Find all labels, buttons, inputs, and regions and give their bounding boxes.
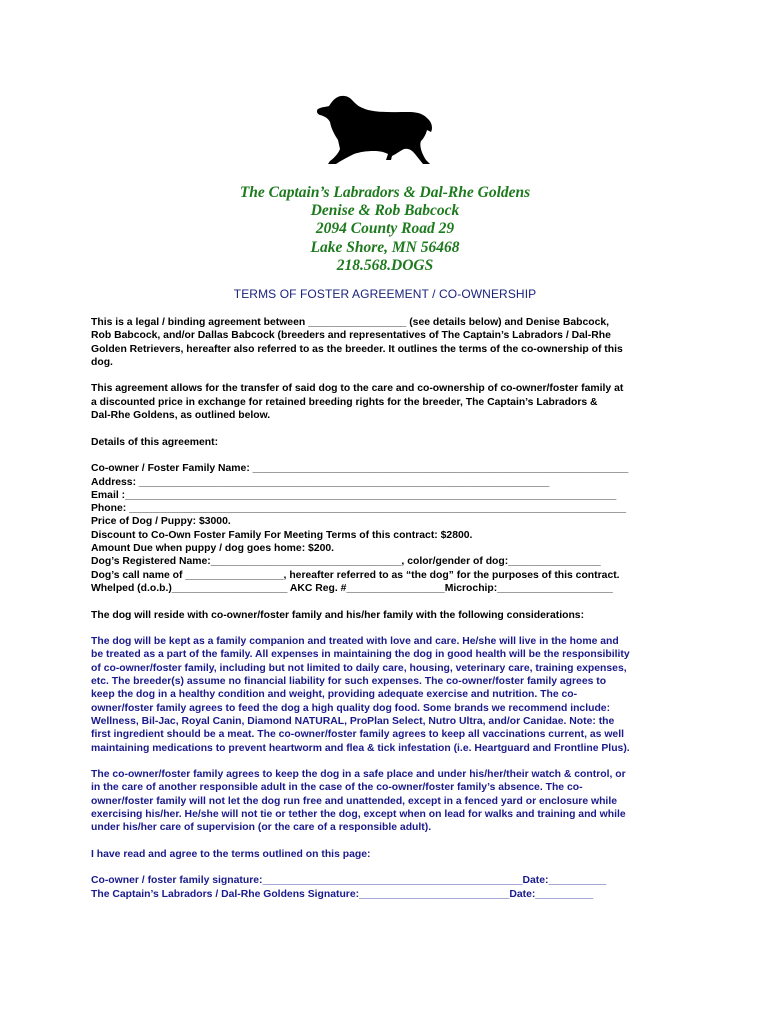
owner-names: Denise & Rob Babcock [310,202,460,220]
phone-field[interactable]: Phone: ______________________________________________________________________________________ [91,503,627,515]
text-line: The dog will be kept as a family companion and treated with love and care. He/she will live in the home and [91,636,619,648]
document-title: TERMS OF FOSTER AGREEMENT / CO-OWNERSHIP [233,287,537,301]
text-line: Golden Retrievers, hereafter also referred to as the breeder. It outlines the terms of the co-ownership of this [91,343,623,355]
text-line: Wellness, Bil-Jac, Royal Canin, Diamond NATURAL, ProPlan Select, Nutro Ultra, and/or Canidae. Note: the [91,715,615,727]
owner-name-field[interactable]: Co-owner / Foster Family Name: _________________________________________________________________ [91,463,629,475]
whelped-field[interactable]: Whelped (d.o.b.)____________________ AKC Reg. #_________________Microchip:____________________ [91,582,613,594]
text-line: under his/her care of supervision (or the care of a responsible adult). [91,822,432,834]
agreement-statement: I have read and agree to the terms outlined on this page: [91,848,371,860]
breeder-signature-field[interactable]: The Captain’s Labradors / Dal-Rhe Goldens Signature:__________________________Date:__________ [91,888,594,900]
details-heading: Details of this agreement: [91,436,219,448]
agreement-body [91,316,691,901]
amount-due-line: Amount Due when puppy / dog goes home: $200. [91,543,335,555]
price-line: Price of Dog / Puppy: $3000. [91,516,231,528]
labrador-dog-icon [316,94,434,166]
text-line: in the care of another responsible adult in the case of the co-owner/foster family’s absence. The co- [91,782,583,794]
transfer-paragraph [91,382,691,422]
text-line: Rob Babcock, and/or Dallas Babcock (breeders and representatives of The Captain’s Labradors / Dal-Rhe [91,330,611,342]
signature-block [91,874,691,901]
text-line: This agreement allows for the transfer of said dog to the care and co-ownership of co-owner/foster family at [91,383,624,395]
text-line: of co-owner/foster family, including but not limited to daily care, housing, veterinary care, training expenses, [91,662,627,674]
text-line: Dal-Rhe Goldens, as outlined below. [91,410,271,422]
text-line: The co-owner/foster family agrees to keep the dog in a safe place and under his/her/their watch & control, or [91,769,626,781]
text-line: This is a legal / binding agreement between _________________ (see details below) and Denise Babcock, [91,317,610,328]
breeder-header [0,184,770,275]
kennel-name: The Captain’s Labradors & Dal-Rhe Goldens [239,184,531,201]
text-line: be treated as a part of the family. All expenses in maintaining the dog in good health will be the responsibility [91,649,630,661]
discount-line: Discount to Co-Own Foster Family For Meeting Terms of this contract: $2800. [91,529,473,541]
address-field[interactable]: Address: _______________________________________________________________________ [91,476,550,488]
text-line: etc. The breeder(s) assume no financial liability for such expenses. The co-owner/foster family agrees to [91,676,607,688]
phone-number: 218.568.DOGS [336,256,434,274]
call-name-field[interactable]: Dog’s call name of _________________, hereafter referred to as “the dog” for the purposes of this contract. [91,569,620,581]
text-line: keep the dog in a healthy condition and weight, providing adequate exercise and nutrition. The co- [91,689,578,701]
text-line: owner/foster family agrees to feed the dog a high quality dog food. Some brands we recommend include: [91,702,611,714]
text-line: a discounted price in exchange for retained breeding rights for the breeder, The Captain’s Labradors & [91,396,598,408]
text-line: exercising his/her. He/she will not tie or tether the dog, except when on lead for walks and training and while [91,808,626,820]
street-address: 2094 County Road 29 [315,220,455,238]
text-line: maintaining medications to prevent heartworm and flea & tick infestation (i.e. Heartguard and Frontline Plus). [91,742,630,754]
care-paragraph [91,635,691,755]
details-fields [91,462,691,595]
city-state-zip: Lake Shore, MN 56468 [310,238,460,256]
email-field[interactable]: Email :_____________________________________________________________________________________ [91,489,617,501]
registered-name-field[interactable]: Dog’s Registered Name:_________________________________, color/gender of dog:________________ [91,556,601,568]
text-line: dog. [91,356,113,368]
text-line: first ingredient should be a meat. The co-owner/foster family agrees to keep all vaccinations current, as well [91,729,624,741]
safety-paragraph [91,768,691,834]
reside-statement: The dog will reside with co-owner/foster family and his/her family with the following considerations: [91,609,585,621]
intro-paragraph [91,316,691,369]
text-line: owner/foster family will not let the dog run free and unattended, except in a fenced yard or enclosure while [91,795,617,807]
coowner-signature-field[interactable]: Co-owner / foster family signature:_____________________________________________Date:__________ [91,875,607,887]
